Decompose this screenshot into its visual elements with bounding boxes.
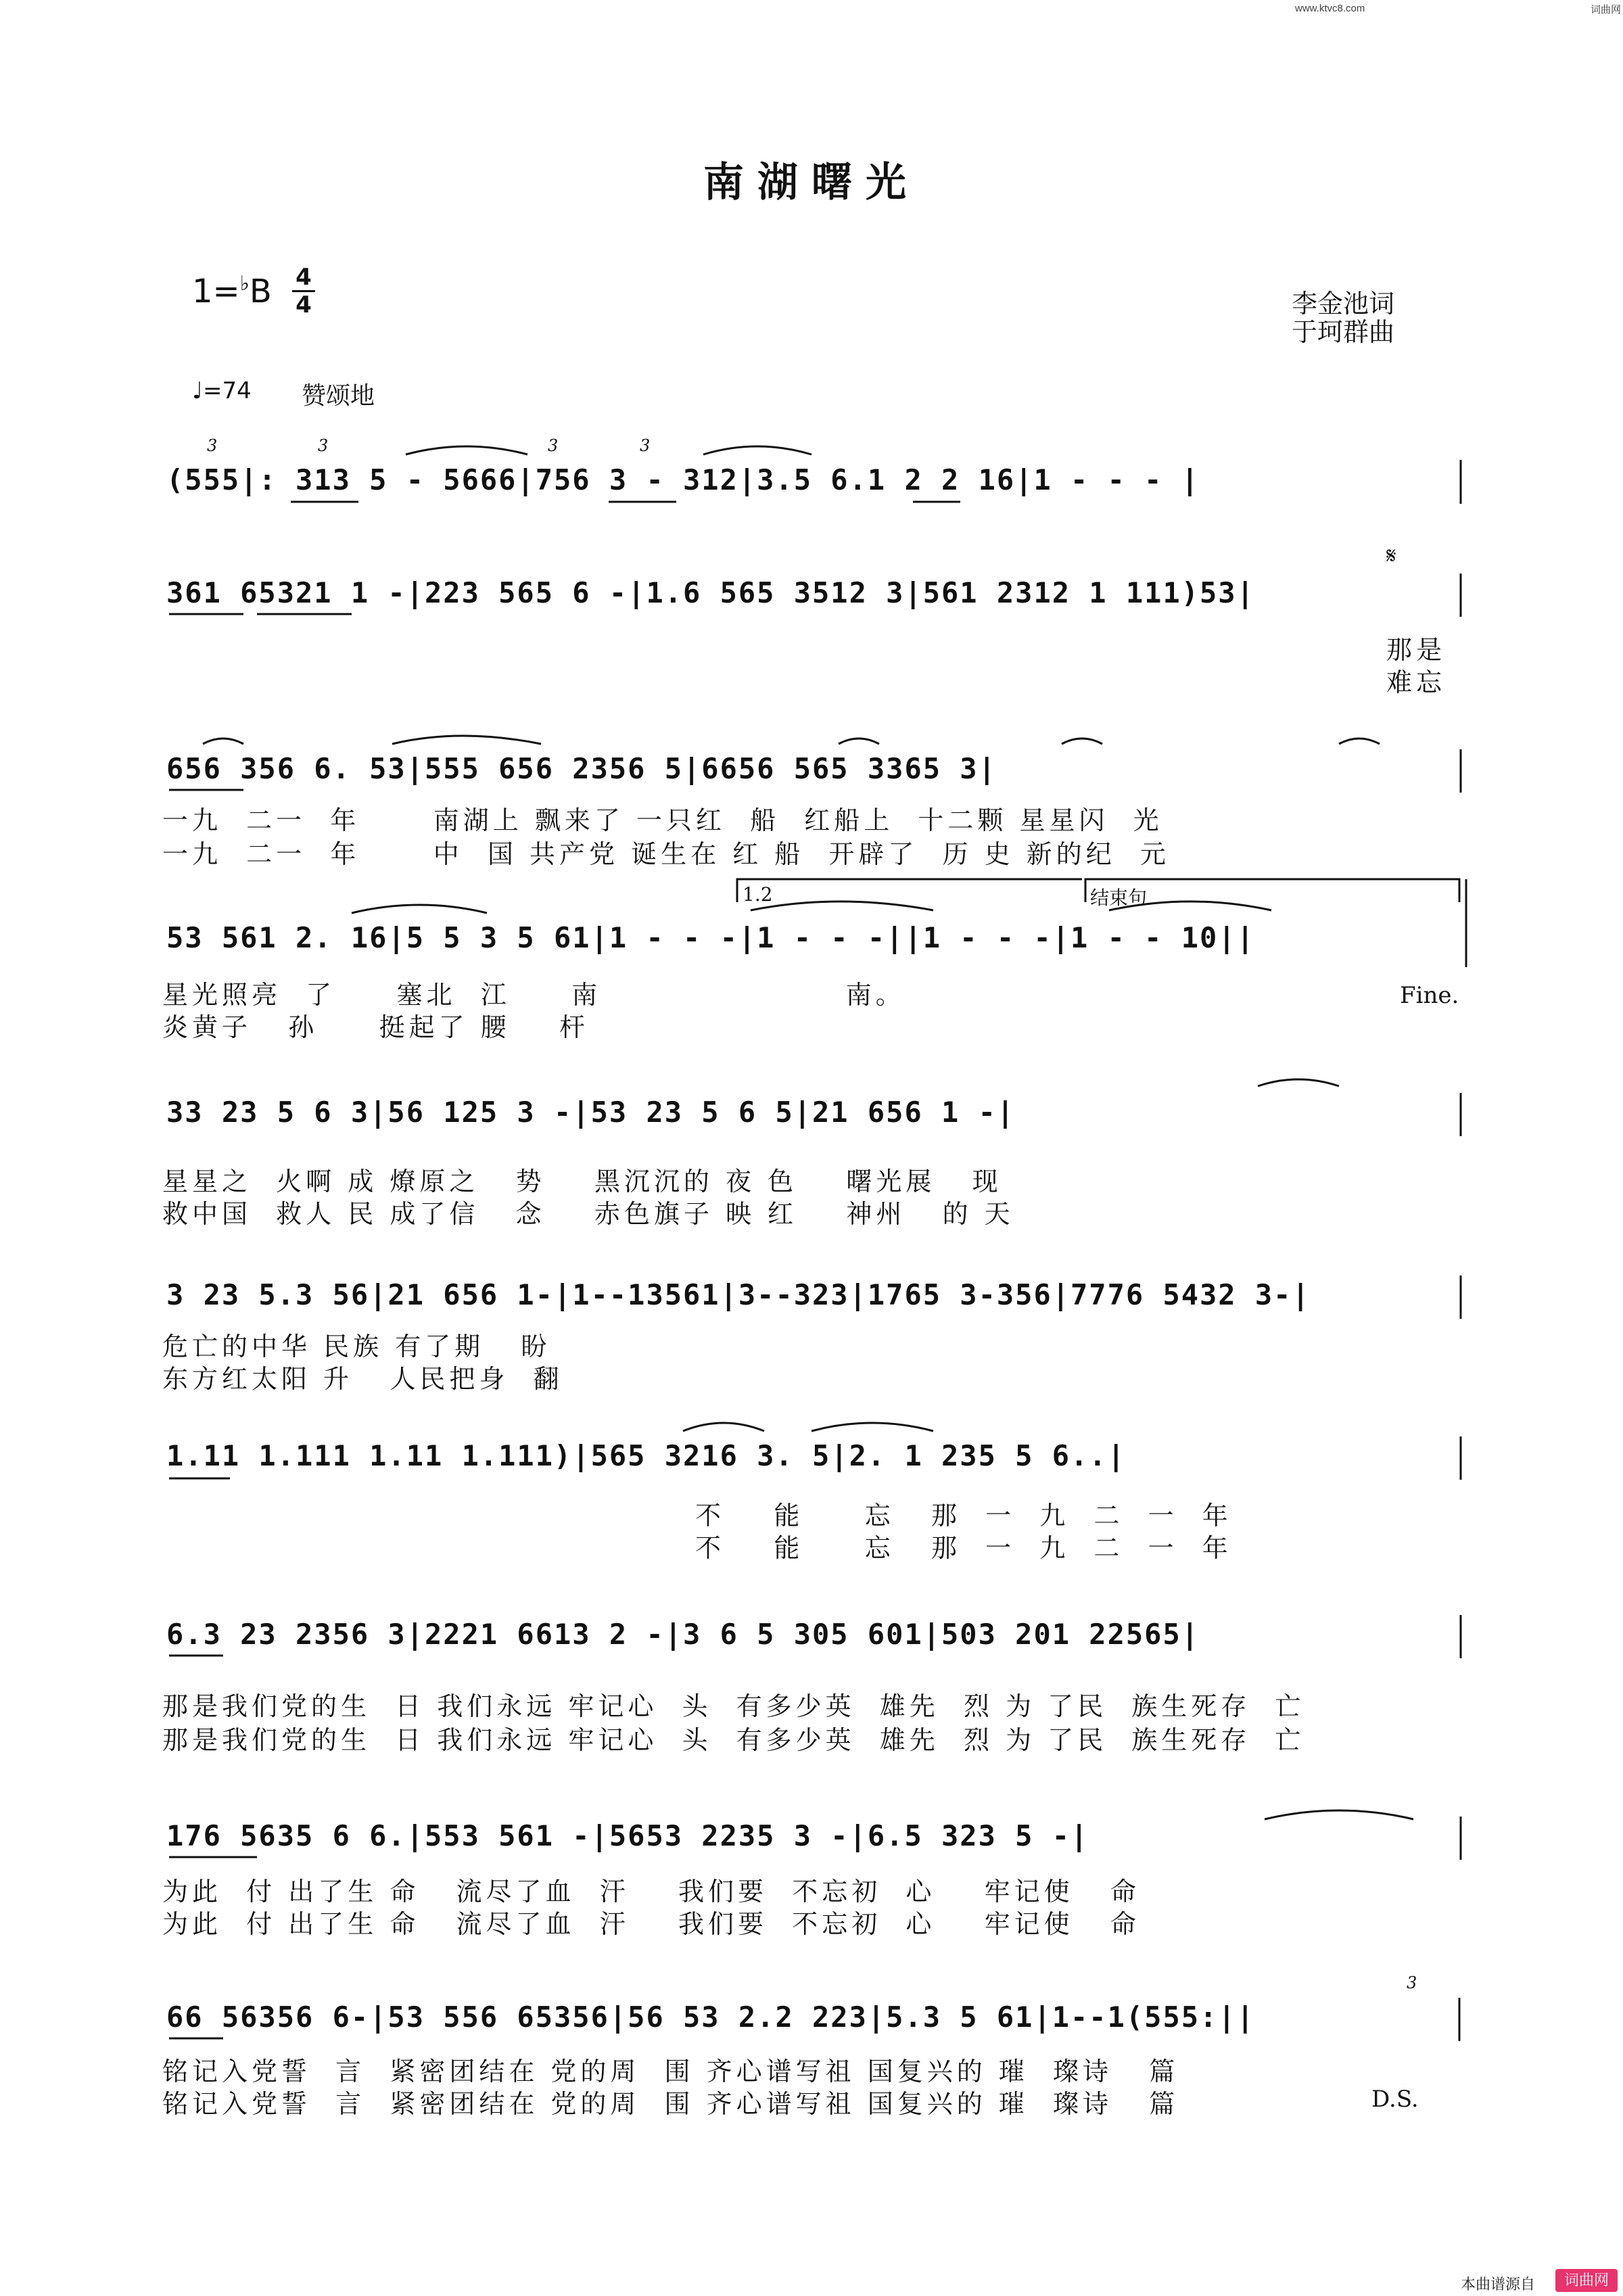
system-3-notes: 656 356 6. 53|555 656 2356 5|6656 565 3365 3| — [166, 752, 997, 785]
system-5-lyric-1: 星星之 火啊 成 燎原之 势 黑沉沉的 夜 色 曙光展 现 — [162, 1167, 1002, 1196]
expression-marking: 赞颂地 — [302, 382, 375, 410]
triplet-mark: 3 — [548, 436, 559, 455]
system-4-notes: 53 561 2. 16|5 5 3 5 61|1 - - -|1 - - -||1 - - -|1 - - 10|| — [166, 921, 1255, 954]
slur — [203, 739, 243, 744]
triplet-mark: 3 — [1407, 1973, 1417, 1992]
slur — [703, 446, 812, 454]
system-10-lyric-2: 铭记入党誓 言 紧密团结在 党的周 围 齐心谱写祖 国复兴的 璀 璨诗 篇 — [162, 2089, 1179, 2119]
composer-credit: 于珂群曲 — [1292, 317, 1395, 347]
system-10-lyric-1: 铭记入党誓 言 紧密团结在 党的周 围 齐心谱写祖 国复兴的 璀 璨诗 篇 — [162, 2057, 1179, 2086]
lyricist-credit: 李金池词 — [1292, 289, 1395, 319]
key-note: B — [249, 273, 272, 310]
system-6-notes: 3 23 5.3 56|21 656 1-|1--13561|3--323|1765 3-356|7776 5432 3-| — [166, 1278, 1311, 1311]
system-8-lyric-1: 那是我们党的生 日 我们永远 牢记心 头 有多少英 雄先 烈 为 了民 族生死存 亡 — [162, 1691, 1305, 1721]
footer-text: 本曲谱源自 — [1461, 2276, 1536, 2293]
footer-logo[interactable]: 词曲网 — [1555, 2269, 1618, 2292]
flat-sign: ♭ — [239, 272, 250, 296]
slur — [1265, 1810, 1413, 1819]
meter-top: 4 — [296, 264, 312, 291]
system-1-notes: (555|: 313 5 - 5666|756 3 - 312|3.5 6.1 2 2 16|1 - - - | — [166, 463, 1200, 496]
system-2-lyric-1: 那是 — [1386, 635, 1446, 665]
volta-1-label: 1.2 — [743, 883, 773, 906]
system-6-lyric-2: 东方红太阳 升 人民把身 翻 — [162, 1364, 563, 1394]
system-3-lyric-2: 一九 二一 年 中 国 共产党 诞生在 红 船 开辟了 历 史 新的纪 元 — [162, 839, 1170, 869]
system-7-lyric-1: 不 能 忘 那 一 九 二 一 年 — [695, 1501, 1232, 1530]
triplet-mark: 3 — [318, 436, 329, 455]
slur — [406, 446, 527, 454]
system-5-notes: 33 23 5 6 3|56 125 3 -|53 23 5 6 5|21 656 1 -| — [166, 1096, 1016, 1129]
slur — [839, 739, 879, 744]
slur — [352, 905, 487, 913]
system-5-lyric-2: 救中国 救人 民 成了信 念 赤色旗子 映 红 神州 的 天 — [162, 1199, 1014, 1229]
system-10-notes: 66 56356 6-|53 556 65356|56 53 2.2 223|5.3 5 61|1--1(555:|| — [166, 2000, 1255, 2034]
system-4-lyric-1: 星光照亮 了 塞北 江 南 南。 — [162, 980, 905, 1010]
slur — [812, 1423, 933, 1431]
slur — [1062, 739, 1102, 744]
system-6-lyric-1: 危亡的中华 民族 有了期 盼 — [162, 1332, 551, 1361]
meter-bottom: 4 — [296, 291, 312, 319]
system-9-notes: 176 5635 6 6.|553 561 -|5653 2235 3 -|6.5 323 5 -| — [166, 1819, 1089, 1852]
system-4-lyric-2: 炎黄子 孙 挺起了 腰 杆 — [162, 1012, 590, 1042]
ds-mark: D.S. — [1371, 2086, 1419, 2113]
system-8-lyric-2: 那是我们党的生 日 我们永远 牢记心 头 有多少英 雄先 烈 为 了民 族生死存 亡 — [162, 1725, 1305, 1755]
slur — [1258, 1079, 1339, 1086]
system-7-lyric-2: 不 能 忘 那 一 九 二 一 年 — [695, 1533, 1232, 1563]
triplet-mark: 3 — [640, 436, 651, 455]
volta-2-label: 结束句 — [1090, 887, 1148, 909]
segno-icon: 𝄋 — [1386, 542, 1396, 569]
site-name: 词曲网 — [1591, 4, 1622, 16]
fine-mark: Fine. — [1400, 982, 1459, 1009]
system-8-notes: 6.3 23 2356 3|2221 6613 2 -|3 6 5 305 601|503 201 22565| — [166, 1618, 1200, 1651]
system-2-lyric-2: 难忘 — [1386, 667, 1446, 697]
system-9-lyric-2: 为此 付 出了生 命 流尽了血 汗 我们要 不忘初 心 牢记使 命 — [162, 1909, 1140, 1939]
triplet-mark: 3 — [207, 436, 218, 455]
slur — [1339, 739, 1380, 744]
system-2-notes: 361 65321 1 -|223 565 6 -|1.6 565 3512 3|561 2312 1 111)53| — [166, 576, 1255, 609]
slur — [1109, 901, 1271, 910]
system-3-lyric-1: 一九 二一 年 南湖上 飘来了 一只红 船 红船上 十二颗 星星闪 光 — [162, 805, 1163, 835]
volta-1-bracket — [737, 879, 1082, 902]
volta-2-bracket — [1085, 879, 1459, 902]
slur — [751, 901, 933, 910]
slur — [683, 1423, 764, 1431]
system-9-lyric-1: 为此 付 出了生 命 流尽了血 汗 我们要 不忘初 心 牢记使 命 — [162, 1877, 1140, 1906]
key-prefix: 1= — [192, 273, 240, 310]
song-title: 南湖曙光 — [703, 159, 920, 206]
slur — [392, 736, 541, 744]
site-url[interactable]: www.ktvc8.com — [1295, 3, 1365, 14]
system-7-notes: 1.11 1.111 1.11 1.111)|565 3216 3. 5|2. 1 235 5 6..| — [166, 1439, 1126, 1472]
tempo-marking: ♩=74 — [192, 377, 252, 404]
